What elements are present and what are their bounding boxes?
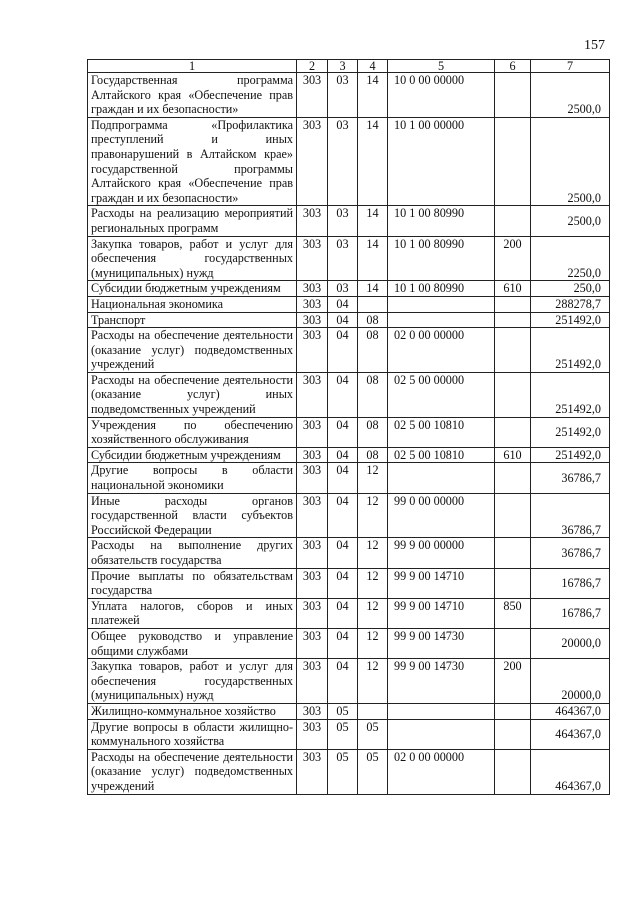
grbs-code-cell: 303 [297,296,328,312]
amount-cell: 36786,7 [531,463,610,493]
expense-type-code-cell [495,749,531,794]
table-row [88,296,610,312]
grbs-code-cell: 303 [297,312,328,328]
amount-cell: 464367,0 [531,749,610,794]
subsection-code-cell: 12 [358,659,388,704]
grbs-code-cell: 303 [297,598,328,628]
expense-type-code-cell [495,417,531,447]
item-name-cell: Расходы на обеспечение деятельности (оказание услуг) подведомственных учреждений [88,749,297,794]
item-name-cell: Жилищно-коммунальное хозяйство [88,703,297,719]
target-article-code-cell: 02 5 00 10810 [388,447,495,463]
section-code-cell: 04 [328,447,358,463]
grbs-code-cell: 303 [297,628,328,658]
target-article-code-cell: 02 5 00 10810 [388,417,495,447]
header-cell: 4 [358,60,388,73]
grbs-code-cell: 303 [297,703,328,719]
grbs-code-cell: 303 [297,372,328,417]
subsection-code-cell: 12 [358,463,388,493]
header-cell: 6 [495,60,531,73]
target-article-code-cell: 99 9 00 14730 [388,628,495,658]
subsection-code-cell: 08 [358,312,388,328]
item-name-cell: Субсидии бюджетным учреждениям [88,281,297,297]
section-code-cell: 04 [328,493,358,538]
subsection-code-cell: 05 [358,719,388,749]
grbs-code-cell: 303 [297,117,328,206]
table-row [88,206,610,236]
header-cell: 2 [297,60,328,73]
table-row [88,463,610,493]
section-code-cell: 04 [328,568,358,598]
amount-cell: 251492,0 [531,447,610,463]
amount-cell: 2500,0 [531,117,610,206]
expense-type-code-cell [495,73,531,118]
header-cell: 7 [531,60,610,73]
section-code-cell: 04 [328,463,358,493]
amount-cell: 36786,7 [531,493,610,538]
subsection-code-cell: 14 [358,236,388,281]
grbs-code-cell: 303 [297,659,328,704]
subsection-code-cell [358,296,388,312]
table-header [88,60,610,73]
grbs-code-cell: 303 [297,538,328,568]
expense-type-code-cell [495,117,531,206]
section-code-cell: 03 [328,281,358,297]
table-row [88,703,610,719]
item-name-cell: Субсидии бюджетным учреждениям [88,447,297,463]
section-code-cell: 04 [328,659,358,704]
table-row [88,312,610,328]
subsection-code-cell: 08 [358,328,388,373]
budget-table [87,59,610,795]
target-article-code-cell [388,296,495,312]
header-cell: 5 [388,60,495,73]
subsection-code-cell: 12 [358,538,388,568]
section-code-cell: 05 [328,703,358,719]
item-name-cell: Уплата налогов, сборов и иных платежей [88,598,297,628]
table-row [88,719,610,749]
amount-cell: 2250,0 [531,236,610,281]
section-code-cell: 03 [328,117,358,206]
subsection-code-cell: 08 [358,447,388,463]
expense-type-code-cell [495,328,531,373]
subsection-code-cell: 14 [358,206,388,236]
subsection-code-cell: 14 [358,73,388,118]
item-name-cell: Прочие выплаты по обязательствам государства [88,568,297,598]
target-article-code-cell [388,463,495,493]
subsection-code-cell: 08 [358,417,388,447]
table-row [88,538,610,568]
section-code-cell: 04 [328,328,358,373]
table-row [88,281,610,297]
item-name-cell: Закупка товаров, работ и услуг для обеспечения государственных (муниципальных) нужд [88,236,297,281]
amount-cell: 251492,0 [531,328,610,373]
expense-type-code-cell [495,568,531,598]
amount-cell: 2500,0 [531,206,610,236]
grbs-code-cell: 303 [297,719,328,749]
subsection-code-cell: 05 [358,749,388,794]
table-row [88,73,610,118]
table-row [88,493,610,538]
section-code-cell: 05 [328,749,358,794]
amount-cell: 464367,0 [531,719,610,749]
amount-cell: 251492,0 [531,417,610,447]
subsection-code-cell: 08 [358,372,388,417]
target-article-code-cell: 02 5 00 00000 [388,372,495,417]
expense-type-code-cell [495,719,531,749]
expense-type-code-cell: 200 [495,236,531,281]
section-code-cell: 04 [328,417,358,447]
table-row [88,447,610,463]
item-name-cell: Другие вопросы в области жилищно-коммунального хозяйства [88,719,297,749]
target-article-code-cell: 10 1 00 80990 [388,281,495,297]
target-article-code-cell: 99 9 00 14730 [388,659,495,704]
header-cell: 3 [328,60,358,73]
target-article-code-cell [388,312,495,328]
amount-cell: 16786,7 [531,568,610,598]
item-name-cell: Государственная программа Алтайского края «Обеспечение прав граждан и их безопасности» [88,73,297,118]
grbs-code-cell: 303 [297,447,328,463]
amount-cell: 251492,0 [531,312,610,328]
amount-cell: 2500,0 [531,73,610,118]
expense-type-code-cell [495,493,531,538]
amount-cell: 464367,0 [531,703,610,719]
grbs-code-cell: 303 [297,463,328,493]
amount-cell: 288278,7 [531,296,610,312]
target-article-code-cell: 10 0 00 00000 [388,73,495,118]
table-row [88,568,610,598]
item-name-cell: Расходы на выполнение других обязательств государства [88,538,297,568]
item-name-cell: Учреждения по обеспечению хозяйственного обслуживания [88,417,297,447]
grbs-code-cell: 303 [297,73,328,118]
expense-type-code-cell [495,703,531,719]
expense-type-code-cell: 850 [495,598,531,628]
grbs-code-cell: 303 [297,236,328,281]
item-name-cell: Подпрограмма «Профилактика преступлений и иных правонарушений в Алтайском крае» государственной программы Алтайского края «Обеспечение прав граждан и их безопасности» [88,117,297,206]
amount-cell: 251492,0 [531,372,610,417]
table-row [88,749,610,794]
target-article-code-cell: 02 0 00 00000 [388,328,495,373]
item-name-cell: Другие вопросы в области национальной экономики [88,463,297,493]
grbs-code-cell: 303 [297,417,328,447]
expense-type-code-cell [495,538,531,568]
section-code-cell: 04 [328,296,358,312]
item-name-cell: Национальная экономика [88,296,297,312]
target-article-code-cell: 02 0 00 00000 [388,749,495,794]
item-name-cell: Расходы на обеспечение деятельности (оказание услуг) иных подведомственных учреждений [88,372,297,417]
item-name-cell: Транспорт [88,312,297,328]
target-article-code-cell: 99 9 00 00000 [388,538,495,568]
target-article-code-cell [388,719,495,749]
grbs-code-cell: 303 [297,568,328,598]
item-name-cell: Закупка товаров, работ и услуг для обеспечения государственных (муниципальных) нужд [88,659,297,704]
amount-cell: 250,0 [531,281,610,297]
target-article-code-cell: 10 1 00 80990 [388,206,495,236]
expense-type-code-cell [495,312,531,328]
subsection-code-cell: 12 [358,598,388,628]
item-name-cell: Иные расходы органов государственной власти субъектов Российской Федерации [88,493,297,538]
table-row [88,659,610,704]
amount-cell: 16786,7 [531,598,610,628]
table-row [88,117,610,206]
subsection-code-cell: 12 [358,568,388,598]
section-code-cell: 04 [328,372,358,417]
target-article-code-cell [388,703,495,719]
target-article-code-cell: 10 1 00 80990 [388,236,495,281]
header-cell: 1 [88,60,297,73]
grbs-code-cell: 303 [297,493,328,538]
expense-type-code-cell [495,296,531,312]
target-article-code-cell: 99 0 00 00000 [388,493,495,538]
expense-type-code-cell [495,628,531,658]
expense-type-code-cell [495,372,531,417]
target-article-code-cell: 99 9 00 14710 [388,598,495,628]
target-article-code-cell: 99 9 00 14710 [388,568,495,598]
section-code-cell: 04 [328,598,358,628]
section-code-cell: 04 [328,312,358,328]
grbs-code-cell: 303 [297,281,328,297]
item-name-cell: Общее руководство и управление общими службами [88,628,297,658]
expense-type-code-cell: 610 [495,281,531,297]
expense-type-code-cell [495,206,531,236]
expense-type-code-cell: 610 [495,447,531,463]
expense-type-code-cell [495,463,531,493]
table-row [88,372,610,417]
table-row [88,628,610,658]
table-body [88,73,610,795]
item-name-cell: Расходы на обеспечение деятельности (оказание услуг) подведомственных учреждений [88,328,297,373]
section-code-cell: 04 [328,538,358,568]
target-article-code-cell: 10 1 00 00000 [388,117,495,206]
table-row [88,417,610,447]
page-number: 157 [584,38,605,53]
section-code-cell: 04 [328,628,358,658]
subsection-code-cell: 14 [358,117,388,206]
table-row [88,598,610,628]
amount-cell: 36786,7 [531,538,610,568]
section-code-cell: 05 [328,719,358,749]
table-row [88,236,610,281]
subsection-code-cell [358,703,388,719]
table-row [88,328,610,373]
section-code-cell: 03 [328,236,358,281]
grbs-code-cell: 303 [297,328,328,373]
subsection-code-cell: 12 [358,628,388,658]
item-name-cell: Расходы на реализацию мероприятий региональных программ [88,206,297,236]
amount-cell: 20000,0 [531,628,610,658]
amount-cell: 20000,0 [531,659,610,704]
subsection-code-cell: 12 [358,493,388,538]
grbs-code-cell: 303 [297,749,328,794]
grbs-code-cell: 303 [297,206,328,236]
section-code-cell: 03 [328,73,358,118]
subsection-code-cell: 14 [358,281,388,297]
section-code-cell: 03 [328,206,358,236]
expense-type-code-cell: 200 [495,659,531,704]
